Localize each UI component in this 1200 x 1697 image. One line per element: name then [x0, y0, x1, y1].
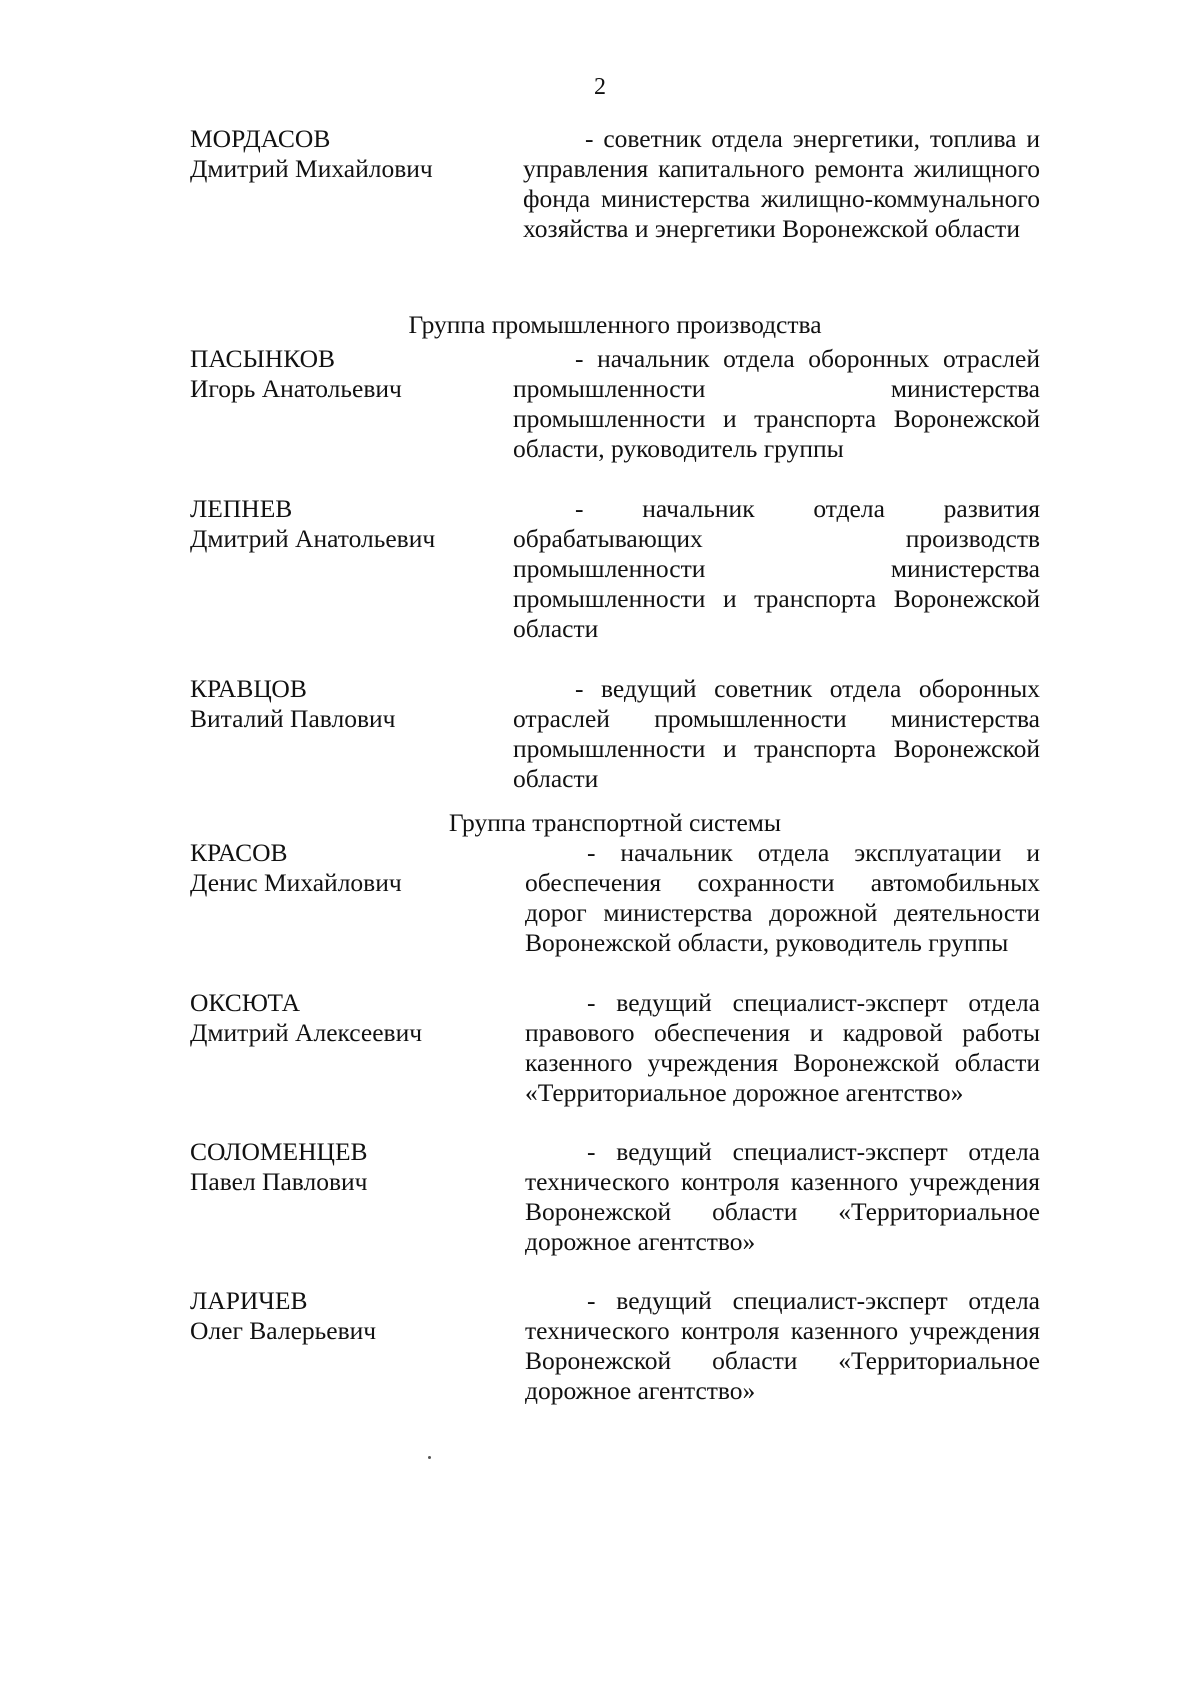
person-role: - начальник отдела развития обрабатывающих производств промышленности министерства промышленности и транспорта Воронежской области: [513, 494, 1040, 643]
person-role: - ведущий специалист-эксперт отдела технического контроля казенного учреждения Воронежской области «Территориальное дорожное агентство»: [525, 1137, 1040, 1256]
person-given-names: Денис Михайлович: [190, 868, 402, 897]
person-surname: СОЛОМЕНЦЕВ: [190, 1137, 368, 1166]
person-role: - ведущий советник отдела оборонных отраслей промышленности министерства промышленности и транспорта Воронежской области: [513, 674, 1040, 793]
person-surname: КРАВЦОВ: [190, 674, 307, 703]
person-given-names: Дмитрий Анатольевич: [190, 524, 436, 553]
person-name: [190, 1137, 520, 1197]
person-surname: ОКСЮТА: [190, 988, 301, 1017]
person-role: - ведущий специалист-эксперт отдела технического контроля казенного учреждения Воронежской области «Территориальное дорожное агентство»: [525, 1286, 1040, 1405]
person-surname: ПАСЫНКОВ: [190, 344, 336, 373]
person-given-names: Игорь Анатольевич: [190, 374, 402, 403]
section-heading: Группа промышленного производства: [408, 310, 822, 339]
person-name: [190, 838, 520, 898]
scan-speck: [428, 1456, 431, 1459]
person-name: [190, 124, 520, 184]
person-given-names: Дмитрий Михайлович: [190, 154, 433, 183]
person-role: - начальник отдела оборонных отраслей промышленности министерства промышленности и транспорта Воронежской области, руководитель группы: [513, 344, 1040, 463]
person-surname: ЛАРИЧЕВ: [190, 1286, 308, 1315]
section-heading: Группа транспортной системы: [448, 808, 782, 837]
person-name: [190, 1286, 520, 1346]
person-given-names: Павел Павлович: [190, 1167, 368, 1196]
person-name: [190, 344, 520, 404]
person-name: [190, 494, 520, 554]
person-given-names: Олег Валерьевич: [190, 1316, 377, 1345]
person-surname: МОРДАСОВ: [190, 124, 331, 153]
person-role: - начальник отдела эксплуатации и обеспечения сохранности автомобильных дорог министерства дорожной деятельности Воронежской области, руководитель группы: [525, 838, 1040, 957]
page-number: 2: [594, 74, 606, 100]
person-name: [190, 988, 520, 1048]
person-given-names: Виталий Павлович: [190, 704, 396, 733]
person-surname: ЛЕПНЕВ: [190, 494, 293, 523]
person-role: - советник отдела энергетики, топлива и управления капитального ремонта жилищного фонда министерства жилищно-коммунального хозяйства и энергетики Воронежской области: [523, 124, 1040, 243]
person-name: [190, 674, 520, 734]
person-surname: КРАСОВ: [190, 838, 288, 867]
person-given-names: Дмитрий Алексеевич: [190, 1018, 423, 1047]
person-role: - ведущий специалист-эксперт отдела правового обеспечения и кадровой работы казенного учреждения Воронежской области «Территориальное дорожное агентство»: [525, 988, 1040, 1107]
